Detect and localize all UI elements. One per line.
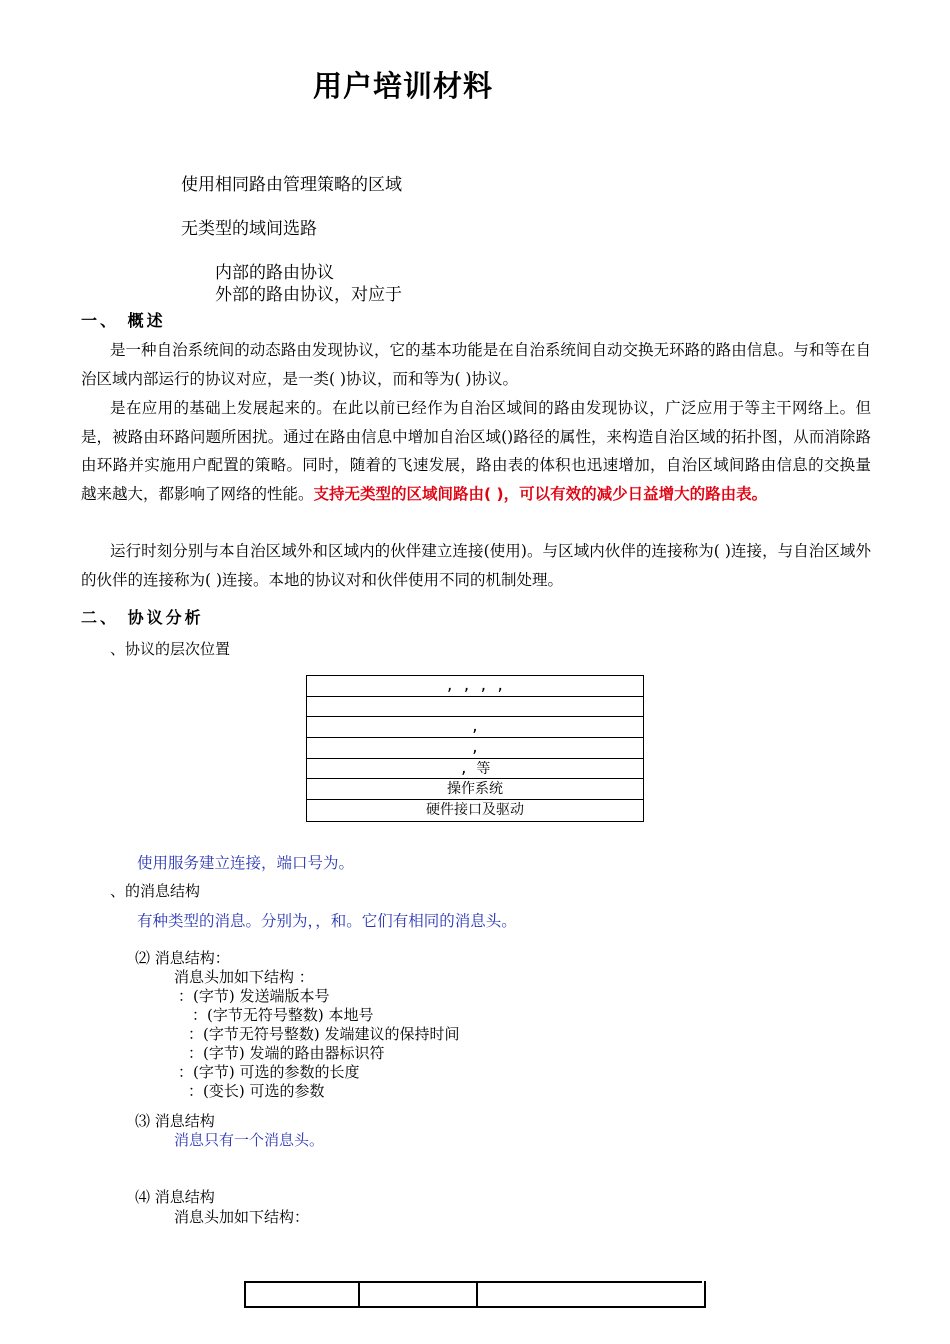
footer-cell	[244, 1281, 360, 1308]
layer-row: , , , ,	[307, 676, 643, 697]
layer-row	[307, 697, 643, 718]
paragraph-text: 是在应用的基础上发展起来的。在此以前已经作为自治区域间的路由发现协议，广泛应用于等主干网络上。但是，被路由环路问题所困扰。通过在路由信息中增加自治区域()路径的属性，来构造自治区域的拓扑图，从而消除路由环路并实施用户配置的策略。同时，随着的飞速发展，路由表的体积也迅速增加，自治区域间路由信息的交换量越来越大，都影响了网络的性能。	[81, 399, 871, 503]
subheading-layer-position: 、协议的层次位置	[110, 640, 231, 658]
highlighted-cidr-note: 支持无类型的区域间路由( )，可以有效的减少日益增大的路由表。	[313, 484, 768, 503]
definition-cidr: 无类型的域间选路	[181, 219, 317, 239]
footer-cell	[358, 1281, 478, 1308]
layer-row: , 等	[307, 759, 643, 780]
section-heading-analysis: 二、 协议分析	[81, 608, 204, 627]
footer-end-line	[704, 1281, 706, 1306]
overview-paragraph-3: 运行时刻分别与本自治区域外和区域内的伙伴建立连接(使用)。与区域内伙伴的连接称为( )连接，与自治区域外的伙伴的连接称为( )连接。本地的协议对和伙伴使用不同的机制处理。	[81, 542, 871, 589]
keepalive-message-desc: 消息只有一个消息头。	[174, 1131, 325, 1149]
open-field-opt-params: ：(变长) 可选的参数	[188, 1082, 325, 1100]
overview-paragraph-2	[81, 394, 871, 508]
definition-igp: 内部的路由协议	[215, 263, 334, 283]
overview-paragraph-1: 是一种自治系统间的动态路由发现协议，它的基本功能是在自治系统间自动交换无环路的路由信息。与和等在自治区域内部运行的协议对应，是一类( )协议，而和等为( )协议。	[81, 341, 871, 388]
footer-cell	[476, 1281, 702, 1308]
open-field-as: ：(字节无符号整数) 本地号	[192, 1006, 374, 1024]
layer-row: ,	[307, 717, 643, 738]
section-heading-overview: 一、 概述	[81, 311, 166, 330]
update-message-title: ⑷ 消息结构	[135, 1188, 215, 1206]
layer-row-hardware: 硬件接口及驱动	[426, 802, 524, 819]
definition-as: 使用相同路由管理策略的区域	[181, 175, 402, 195]
open-message-title: ⑵ 消息结构：	[135, 949, 230, 967]
open-field-holdtime: ：(字节无符号整数) 发端建议的保持时间	[188, 1025, 460, 1043]
definition-egp: 外部的路由协议，对应于	[215, 285, 402, 305]
layer-row: ,	[307, 738, 643, 759]
update-message-intro: 消息头加如下结构：	[174, 1208, 310, 1226]
protocol-layer-table	[306, 675, 644, 822]
page-footer-boxes	[244, 1281, 706, 1308]
open-field-version: ：(字节) 发送端版本号	[178, 987, 330, 1005]
keepalive-message-title: ⑶ 消息结构	[135, 1112, 215, 1130]
layer-row-os: 操作系统	[307, 779, 643, 800]
subheading-message-structure: 、的消息结构	[110, 882, 201, 900]
open-message-intro: 消息头加如下结构 ：	[174, 968, 314, 986]
message-types-note: 有种类型的消息。分别为，，和。它们有相同的消息头。	[137, 912, 517, 930]
tcp-port-note: 使用服务建立连接，端口号为。	[137, 854, 355, 872]
document-title: 用户培训材料	[313, 69, 494, 103]
open-field-opt-length: ：(字节) 可选的参数的长度	[178, 1063, 360, 1081]
open-field-router-id: ：(字节) 发端的路由器标识符	[188, 1044, 385, 1062]
